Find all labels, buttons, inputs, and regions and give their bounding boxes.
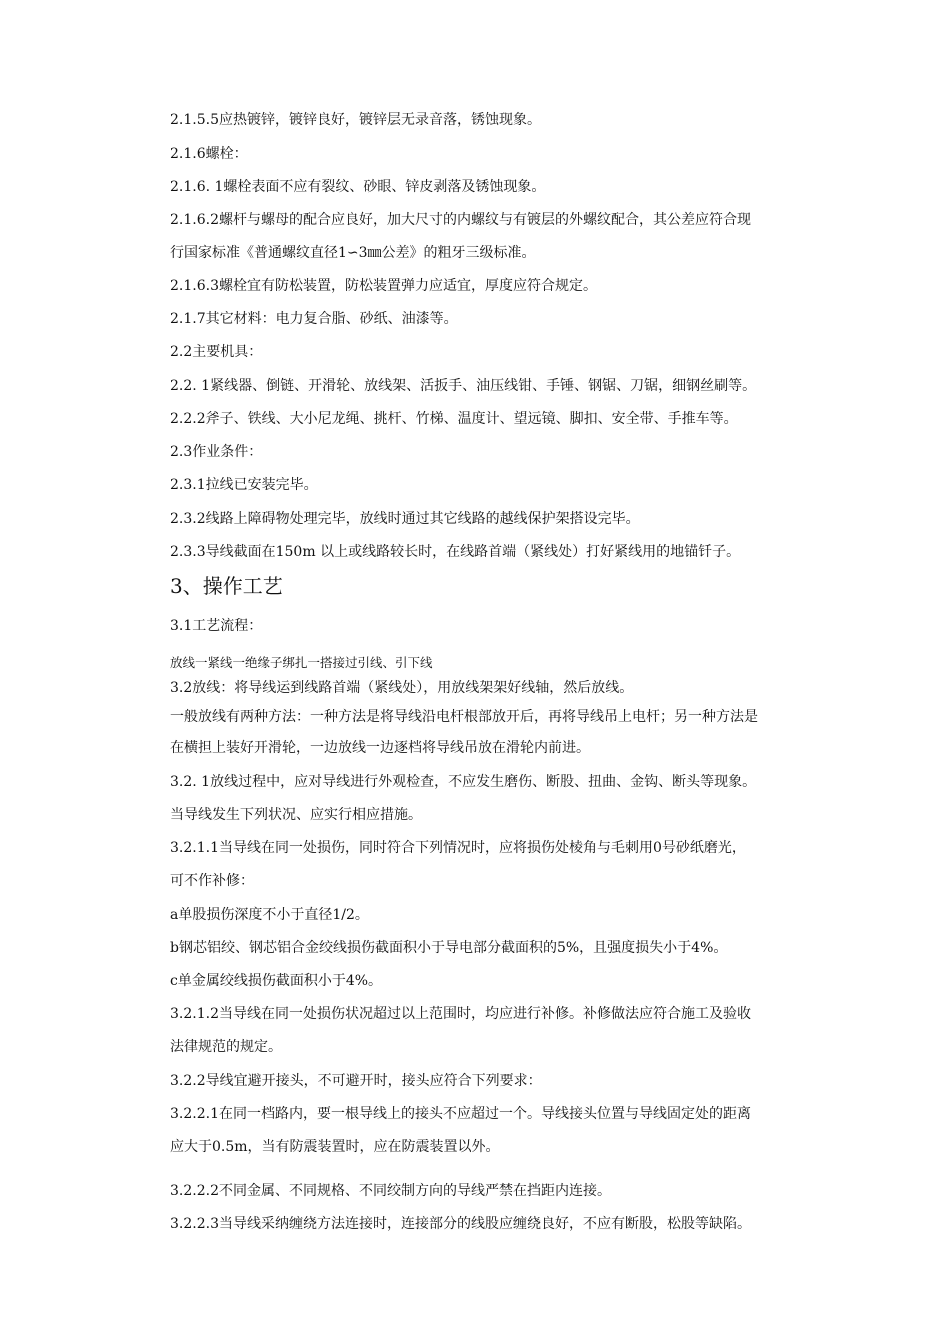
text-line: 3.2. 1放线过程中，应对导线进行外观检查，不应发生磨伤、断股、扭曲、金钩、断头等现象。 xyxy=(170,774,757,790)
text-line: 2.3.3导线截面在150m 以上或线路较长时，在线路首端（紧线处）打好紧线用的地锚钎子。 xyxy=(170,544,741,560)
text-line: 应大于0.5m，当有防震装置时，应在防震装置以外。 xyxy=(170,1139,500,1155)
text-line: 3.2.2.1在同一档路内，要一根导线上的接头不应超过一个。导线接头位置与导线固定处的距离 xyxy=(170,1106,751,1122)
text-line: 一般放线有两种方法：一种方法是将导线沿电杆根部放开后，再将导线吊上电杆；另一种方法是 xyxy=(170,709,758,725)
text-line: 2.1.7其它材料：电力复合脂、砂纸、油漆等。 xyxy=(170,311,458,327)
text-line: 行国家标准《普通螺纹直径1∽3㎜公差》的粗牙三级标准。 xyxy=(170,245,536,261)
text-line: 3.2.2.2不同金属、不同规格、不同绞制方向的导线严禁在挡距内连接。 xyxy=(170,1183,611,1199)
text-line: 2.2. 1紧线器、倒链、开滑轮、放线架、活扳手、油压线钳、手锤、钢锯、刀锯，细钢丝刷等。 xyxy=(170,378,757,394)
text-line: 2.2.2斧子、铁线、大小尼龙绳、挑杆、竹梯、温度计、望远镜、脚扣、安全带、手推车等。 xyxy=(170,411,738,427)
process-flow-line: 放线一紧线一绝缘子绑扎一搭接过引线、引下线 xyxy=(170,655,433,670)
text-line: b钢芯铝绞、钢芯铝合金绞线损伤截面积小于导电部分截面积的5%，且强度损失小于4%。 xyxy=(170,940,728,956)
text-line: 法律规范的规定。 xyxy=(170,1039,282,1055)
text-line: 3.2.2.3当导线采纳缠绕方法连接时，连接部分的线股应缠绕良好，不应有断股，松股等缺陷。 xyxy=(170,1216,751,1232)
text-line: 3.1工艺流程： xyxy=(170,618,263,634)
text-line: 2.3作业条件： xyxy=(170,444,263,460)
text-line: 2.1.6.2螺杆与螺母的配合应良好，加大尺寸的内螺纹与有镀层的外螺纹配合，其公差应符合现 xyxy=(170,212,751,228)
text-line: 当导线发生下列状况、应实行相应措施。 xyxy=(170,807,422,823)
text-line: c单金属绞线损伤截面积小于4%。 xyxy=(170,973,383,989)
text-line: 2.1.6.3螺栓宜有防松装置，防松装置弹力应适宜，厚度应符合规定。 xyxy=(170,278,597,294)
text-line: 2.1.6螺栓： xyxy=(170,146,248,162)
text-line: 2.1.6. 1螺栓表面不应有裂纹、砂眼、锌皮剥落及锈蚀现象。 xyxy=(170,179,546,195)
text-line: 在横担上装好开滑轮，一边放线一边逐档将导线吊放在滑轮内前进。 xyxy=(170,740,590,756)
text-line: 3.2.2导线宜避开接头，不可避开时，接头应符合下列要求： xyxy=(170,1073,542,1089)
text-line: 2.2主要机具： xyxy=(170,344,263,360)
text-line: 2.1.5.5应热镀锌，镀锌良好，镀锌层无录音落，锈蚀现象。 xyxy=(170,112,541,128)
text-line: 3.2.1.2当导线在同一处损伤状况超过以上范围时，均应进行补修。补修做法应符合施工及验收 xyxy=(170,1006,751,1022)
text-line: 2.3.1拉线已安装完毕。 xyxy=(170,477,318,493)
section-heading: 3、操作工艺 xyxy=(170,574,283,598)
text-line: 3.2.1.1当导线在同一处损伤，同时符合下列情况时，应将损伤处棱角与毛刺用0号砂纸磨光， xyxy=(170,840,746,856)
text-line: a单股损伤深度不小于直径1/2。 xyxy=(170,907,369,923)
text-line: 2.3.2线路上障碍物处理完毕，放线时通过其它线路的越线保护架搭设完毕。 xyxy=(170,511,640,527)
text-line: 3.2放线：将导线运到线路首端（紧线处），用放线架架好线轴，然后放线。 xyxy=(170,680,634,696)
text-line: 可不作补修： xyxy=(170,873,254,889)
